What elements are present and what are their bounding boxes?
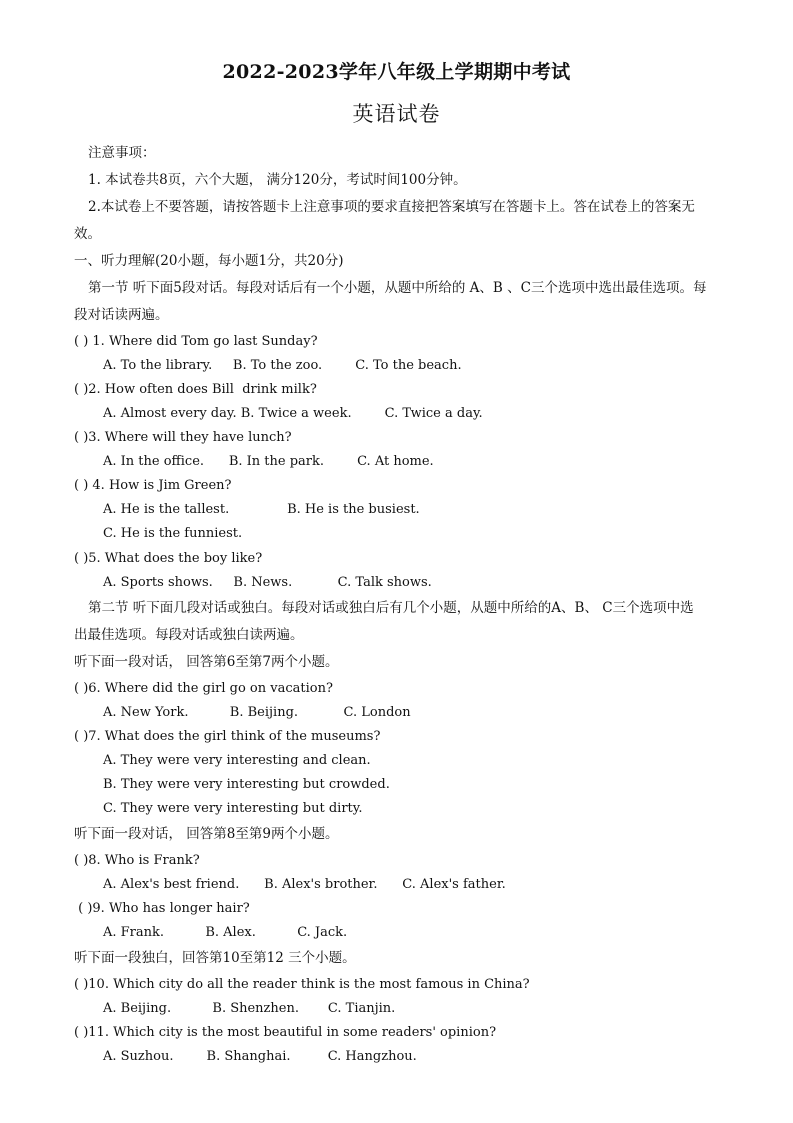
question-7: ( )7. What does the girl think of the museums? [74,729,381,744]
notice-item-1: 1. 本试卷共8页，六个大题， 满分120分，考试时间100分钟。 [88,172,467,188]
question-10-options: A. Beijing. B. Shenzhen. C. Tianjin. [103,1001,396,1016]
part-2-intro-line-2: 出最佳选项。每段对话或独白读两遍。 [74,627,304,643]
part-1-intro-line-1: 第一节 听下面5段对话。每段对话后有一个小题，从题中所给的 A、B 、C三个选项中选出最佳选项。每 [88,280,707,296]
question-4: ( ) 4. How is Jim Green? [74,478,232,493]
question-6: ( )6. Where did the girl go on vacation? [74,681,333,696]
notice-item-2-line-1: 2.本试卷上不要答题，请按答题卡上注意事项的要求直接把答案填写在答题卡上。答在试卷上的答案无 [88,199,695,215]
question-2-options: A. Almost every day. B. Twice a week. C. Twice a day. [103,406,483,421]
question-9-options: A. Frank. B. Alex. C. Jack. [103,925,348,940]
question-7-option-b: B. They were very interesting but crowded. [103,777,390,792]
question-2: ( )2. How often does Bill drink milk? [74,382,317,397]
exam-subtitle: 英语试卷 [352,102,441,126]
question-1-options: A. To the library. B. To the zoo. C. To the beach. [103,358,462,373]
question-6-options: A. New York. B. Beijing. C. London [103,705,411,720]
question-9: ( )9. Who has longer hair? [74,901,250,916]
dialog-8-9-instruction: 听下面一段对话， 回答第8至第9两个小题。 [74,826,339,842]
notice-item-2-line-2: 效。 [74,226,101,242]
notice-heading: 注意事项： [88,145,156,161]
question-5: ( )5. What does the boy like? [74,551,263,566]
question-3-options: A. In the office. B. In the park. C. At home. [103,454,434,469]
dialog-6-7-instruction: 听下面一段对话， 回答第6至第7两个小题。 [74,654,339,670]
question-7-option-c: C. They were very interesting but dirty. [103,801,363,816]
exam-title: 2022-2023学年八年级上学期期中考试 [222,61,571,83]
question-11: ( )11. Which city is the most beautiful in some readers' opinion? [74,1025,497,1040]
monologue-10-12-instruction: 听下面一段独白，回答第10至第12 三个小题。 [74,950,356,966]
question-4-option-c: C. He is the funniest. [103,526,243,541]
part-2-intro-line-1: 第二节 听下面几段对话或独白。每段对话或独白后有几个小题，从题中所给的A、B、 C三个选项中选 [88,600,694,616]
question-1: ( ) 1. Where did Tom go last Sunday? [74,334,318,349]
question-5-options: A. Sports shows. B. News. C. Talk shows. [103,575,432,590]
part-1-intro-line-2: 段对话读两遍。 [74,307,169,323]
question-3: ( )3. Where will they have lunch? [74,430,292,445]
question-8: ( )8. Who is Frank? [74,853,200,868]
question-7-option-a: A. They were very interesting and clean. [103,753,371,768]
question-10: ( )10. Which city do all the reader think is the most famous in China? [74,977,530,992]
question-11-options: A. Suzhou. B. Shanghai. C. Hangzhou. [103,1049,417,1064]
section-1-heading: 一、听力理解(20小题，每小题1分，共20分) [74,253,344,269]
question-4-options-ab: A. He is the tallest. B. He is the busiest. [103,502,420,517]
question-8-options: A. Alex's best friend. B. Alex's brother. C. Alex's father. [103,877,506,892]
